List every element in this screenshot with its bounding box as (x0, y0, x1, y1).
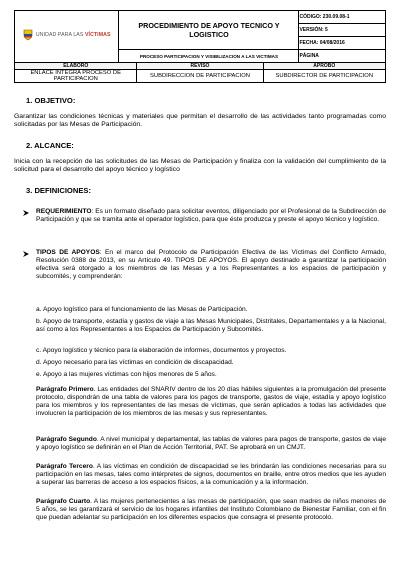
list-item (36, 306, 386, 314)
paragrafo-primero (36, 386, 386, 418)
elaboro-value: ENLACE INTEGRA PROCESO DE PARTICIPACION (15, 70, 137, 83)
paragrafo-segundo (36, 436, 386, 452)
aprobo-header: APROBÓ (263, 63, 385, 70)
definiciones-heading: 3. DEFINICIONES: (26, 186, 91, 195)
definition-term: TIPOS DE APOYOS (36, 249, 100, 256)
item-text: Apoyo de transporte, estadía y gastos de viaje a las Mesas Municipales, Distritales, Departamentales y a la Nacional, así como a los Representantes a los Espacios de Participación y Subcomités. (36, 318, 386, 333)
definition-text: : En el marco del Protocolo de Participación Efectiva de las Víctimas del Conflicto Armado, Resolución 0388 de 2013, en su Artículo 49. TIPOS DE APOYOS. El apoyo destinado a garantizar la participación efectiva será otorgado a los miembros de las Mesas y a los Representantes a los espacios de participación y subcomités, y comprenderán: (36, 249, 387, 281)
document-title: PROCEDIMIENTO DE APOYO TECNICO Y LOGISTICO (119, 11, 299, 50)
paragrafo-label: Parágrafo Tercero (36, 463, 93, 470)
codigo-field: CÓDIGO: 230.09.08-1 (299, 11, 386, 24)
reviso-header: REVISÓ (137, 63, 263, 70)
definition-requerimiento (36, 208, 386, 224)
definition-text: : Es un formato diseñado para solicitar eventos, diligenciado por el Profesional de la Subdirección de Participación y que se tramita ante el operador logístico, para que éste produzca y preste el apoyo técnico y logístico. (36, 208, 386, 224)
item-text: Apoyo a las mujeres víctimas con hijos menores de 5 años. (41, 371, 217, 378)
logo-cell (15, 11, 119, 64)
fecha-field: FECHA: 04/08/2016 (299, 36, 386, 49)
list-item (36, 318, 386, 334)
item-letter: b. (36, 318, 42, 325)
version-field: VERSIÓN: 5 (299, 23, 386, 36)
paragrafo-cuarto (36, 498, 386, 522)
objetivo-heading: 1. OBJETIVO: (26, 96, 76, 105)
coat-of-arms-icon (23, 29, 33, 41)
signature-table (14, 62, 386, 83)
paragrafo-tercero (36, 463, 386, 487)
item-letter: e. (36, 371, 42, 378)
paragrafo-text: . A las mujeres pertenecientes a las mesas de participación, que sean madres de niños menores de 5 años, se les garantizará el servicio de los hogares infantiles del Instituto Colombiano de Bienestar Familiar, con el fin que puedan adelantar su participación en los diferentes espacios que consagra el presente protocolo. (36, 498, 386, 522)
item-letter: a. (36, 306, 42, 313)
list-item (36, 347, 386, 355)
definition-term: REQUERIMIENTO (36, 208, 92, 215)
list-item (36, 371, 386, 379)
objetivo-text: Garantizar las condiciones técnicas y materiales que permitan el desarrollo de las actividades tanto programadas como solicitadas por las Mesas de Participación. (14, 113, 386, 129)
paragrafo-label: Parágrafo Cuarto (36, 498, 91, 505)
process-subtitle: PROCESO PARTICIPACION Y VISIBILIZACION A LAS VICTIMAS (119, 49, 299, 63)
elaboro-header: ELABORÓ (15, 63, 137, 70)
item-text: Apoyo logístico para el funcionamiento de las Mesas de Participación. (41, 306, 248, 313)
unidad-victimas-logo (23, 29, 111, 41)
paragrafo-text: . Las entidades del SNARIV dentro de los 20 días hábiles siguientes a la promulgación del presente protocolo, dispondrán de una tabla de valores para los pagos de transporte, gastos de viaje, estadía y apoyo logístico para los miembros y los representantes de las mesas de víctimas, que serán aplicados a todas las actividades que involucren la participación de los miembros de las mesas y sus representantes. (36, 386, 386, 418)
paragrafo-label: Parágrafo Primero (36, 386, 94, 393)
aprobo-value: SUBDIRECTOR DE PARTICIPACION (263, 70, 385, 83)
arrow-bullet-icon (22, 209, 30, 217)
alcance-text: Inicia con la recepción de las solicitudes de las Mesas de Participación y finaliza con la validación del cumplimiento de la solicitud para el desarrollo del apoyo técnico y logístico (14, 158, 386, 174)
item-text: Apoyo logístico y técnico para la elaboración de informes, documentos y proyectos. (41, 347, 287, 354)
pagina-field: PÁGINA (299, 49, 386, 63)
arrow-bullet-icon (22, 250, 30, 258)
definition-tipos-apoyos (36, 249, 386, 281)
reviso-value: SUBDIRECCION DE PARTICIPACION (137, 70, 263, 83)
item-text: Apoyo necesario para las víctimas en condición de discapacidad. (41, 359, 234, 366)
paragrafo-text: . A las víctimas en condición de discapacidad se les brindarán las condiciones necesarias para su participación en las mesas, tales como intérpretes de signos, documentos en braille, entre otros medios que les ayuden a superar las barreras de acceso a los espacios físicos, a la comunicación y a la información. (36, 463, 386, 487)
item-letter: d. (36, 359, 42, 366)
alcance-heading: 2. ALCANCE: (26, 141, 74, 150)
paragrafo-text: . A nivel municipal y departamental, las tablas de valores para pagos de transporte, gastos de viaje y apoyo logístico se definirán en el Plan de Acción Territorial, PAT. Se aprobará en un CMJT. (36, 436, 386, 452)
item-letter: c. (36, 347, 42, 354)
list-item (36, 359, 386, 367)
logo-text: UNIDAD PARA LAS VÍCTIMAS (35, 32, 111, 38)
paragrafo-label: Parágrafo Segundo (36, 436, 97, 443)
document-header (14, 10, 386, 64)
